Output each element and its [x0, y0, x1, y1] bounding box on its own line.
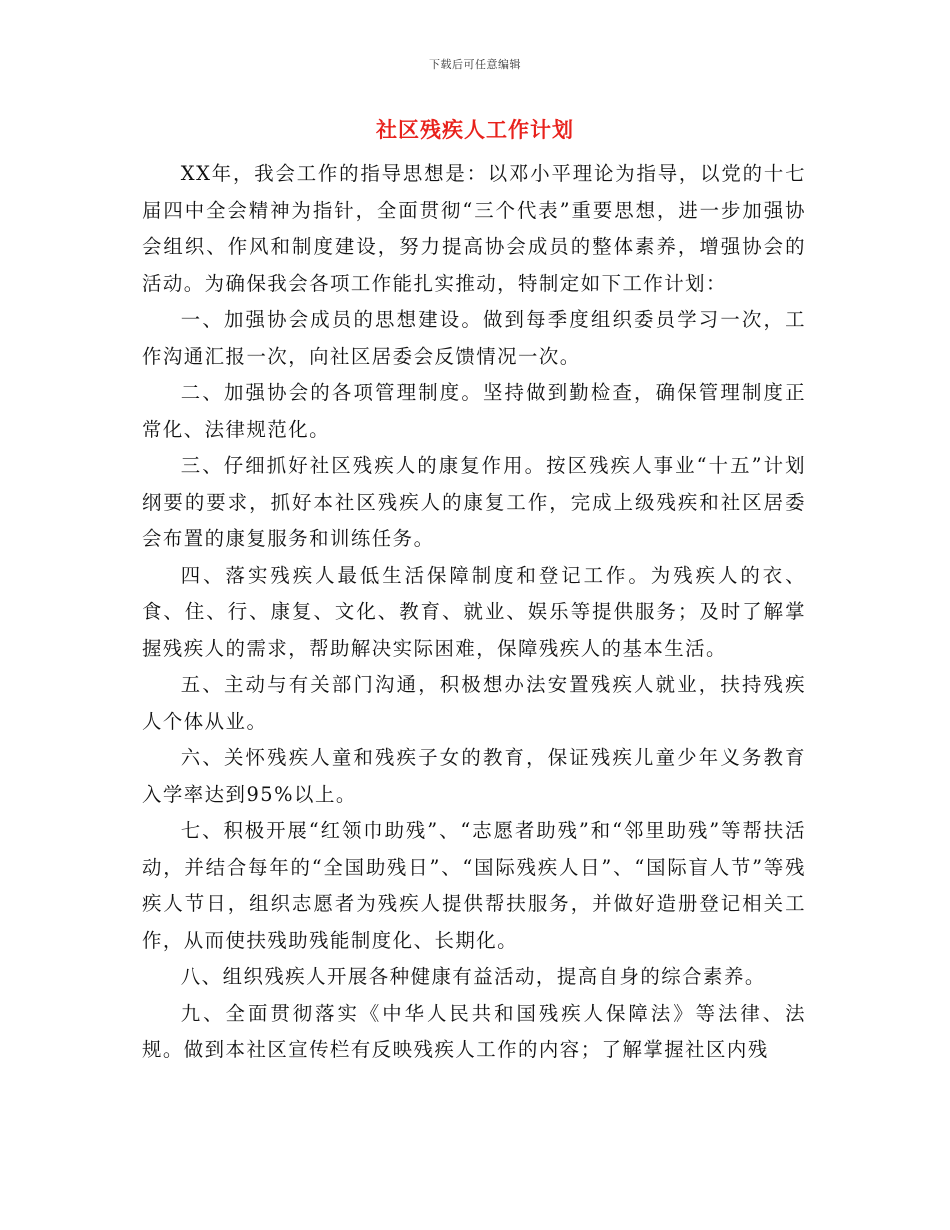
document-body [142, 156, 806, 1069]
paragraph-item-2: 二、加强协会的各项管理制度。坚持做到勤检查，确保管理制度正常化、法律规范化。 [142, 381, 806, 441]
paragraph-item-9: 九、全面贯彻落实《中华人民共和国残疾人保障法》等法律、法规。做到本社区宣传栏有反映残疾人工作的内容；了解掌握社区内残 [142, 1001, 806, 1061]
paragraph-item-4: 四、落实残疾人最低生活保障制度和登记工作。为残疾人的衣、食、住、行、康复、文化、教育、就业、娱乐等提供服务；及时了解掌握残疾人的需求，帮助解决实际困难，保障残疾人的基本生活。 [142, 563, 806, 660]
header-note: 下载后可任意编辑 [429, 58, 521, 71]
paragraph-item-7: 七、积极开展“红领巾助残”、“志愿者助残”和“邻里助残”等帮扶活动，并结合每年的“全国助残日”、“国际残疾人日”、“国际盲人节”等残疾人节日，组织志愿者为残疾人提供帮扶服务，并做好造册登记相关工作，从而使扶残助残能制度化、长期化。 [142, 819, 806, 952]
paragraph-item-5: 五、主动与有关部门沟通，积极想办法安置残疾人就业，扶持残疾人个体从业。 [142, 673, 806, 733]
document-title: 社区残疾人工作计划 [376, 118, 574, 142]
paragraph-intro: XX年，我会工作的指导思想是：以邓小平理论为指导，以党的十七届四中全会精神为指针，全面贯彻“三个代表”重要思想，进一步加强协会组织、作风和制度建设，努力提高协会成员的整体素养，增强协会的活动。为确保我会各项工作能扎实推动，特制定如下工作计划： [142, 162, 806, 295]
paragraph-item-1: 一、加强协会成员的思想建设。做到每季度组织委员学习一次，工作沟通汇报一次，向社区居委会反馈情况一次。 [142, 308, 806, 368]
paragraph-item-3: 三、仔细抓好社区残疾人的康复作用。按区残疾人事业“十五”计划纲要的要求，抓好本社区残疾人的康复工作，完成上级残疾和社区居委会布置的康复服务和训练任务。 [142, 454, 806, 550]
paragraph-item-6: 六、关怀残疾人童和残疾子女的教育，保证残疾儿童少年义务教育入学率达到95%以上。 [142, 746, 806, 806]
paragraph-item-8: 八、组织残疾人开展各种健康有益活动，提高自身的综合素养。 [180, 965, 766, 988]
